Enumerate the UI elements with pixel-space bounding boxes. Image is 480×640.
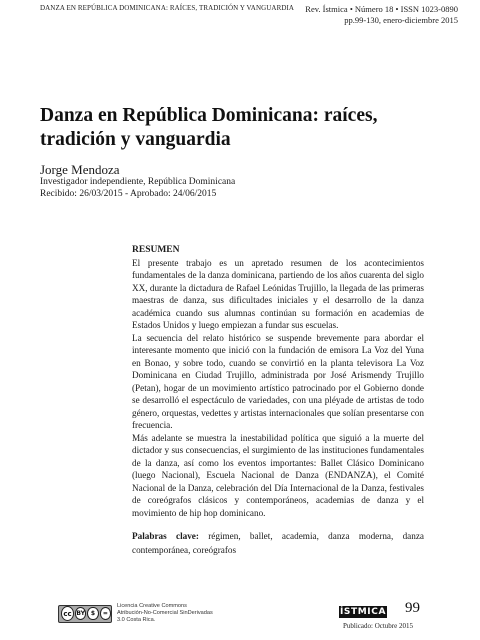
running-title: DANZA EN REPÚBLICA DOMINICANA: RAÍCES, TRADICIÓN Y VANGUARDIA — [40, 4, 295, 12]
page-number: 99 — [405, 600, 420, 616]
author-affiliation: Investigador independiente, República Dominicana — [40, 177, 236, 187]
abstract-heading: RESUMEN — [132, 245, 180, 255]
keywords — [132, 530, 424, 557]
license-line: Licencia Creative Commons — [117, 603, 187, 609]
istmica-logo: ÍSTMICA — [339, 607, 387, 617]
creative-commons-badge[interactable] — [58, 605, 112, 623]
license-line: Atribución-No-Comercial SinDerivadas — [117, 610, 213, 616]
noncommercial-icon: $ — [87, 607, 98, 620]
attribution-icon: BY — [75, 607, 86, 620]
license-line: 3.0 Costa Rica. — [117, 617, 156, 623]
license-text[interactable] — [117, 603, 213, 624]
author-name: Jorge Mendoza — [40, 162, 120, 177]
abstract-paragraph-1: El presente trabajo es un apretado resumen de los acontecimientos fundamentales de la danza dominicana, partiendo de los años cuarenta del siglo XX, durante la dictadura de Rafael Leónidas Trujillo, la llegada de las primeras maestras de danza, sus dificultades iniciales y el desarrollo de la danza académica cuando sus alumnas continúan su formación en academias de Estados Unidos y luego empiezan a fundar sus escuelas. — [132, 257, 424, 330]
author-details — [40, 176, 235, 200]
publication-date: Publicado: Octubre 2015 — [343, 622, 413, 630]
cc-icon: cc — [61, 606, 74, 621]
abstract-paragraph-2: La secuencia del relato histórico se suspende brevemente para abordar el interesante momento que inició con la fundación de emisora La Voz del Yuna en Bonao, y sobre todo, cuando se convirtió en la planta televisora La Voz Dominicana en Ciudad Trujillo, administrada por José Arismendy Trujillo (Petan), hogar de un movimiento artístico patrocinado por el Gobierno donde se desarrolló el espectáculo de variedades, con una pléyade de artistas de todo género, orquestas, vedettes y artistas internacionales que solían presentarse con frecuencia. — [132, 332, 424, 430]
submission-dates: Recibido: 26/03/2015 - Aprobado: 24/06/2015 — [40, 189, 217, 199]
abstract — [132, 244, 424, 519]
journal-info — [305, 4, 458, 26]
journal-pages-line: pp.99-130, enero-diciembre 2015 — [344, 15, 458, 25]
article-title: Danza en República Dominicana: raíces, tradición y vanguardia — [40, 105, 378, 150]
journal-issue-line: Rev. Ístmica • Número 18 • ISSN 1023-0890 — [305, 4, 458, 14]
noderivatives-icon: = — [100, 607, 111, 620]
keywords-label: Palabras clave: — [132, 531, 199, 541]
license-block — [58, 603, 213, 624]
abstract-paragraph-3: Más adelante se muestra la inestabilidad política que siguió a la muerte del dictador y sus consecuencias, el surgimiento de las instituciones fundamentales de la danza, así como los eventos importantes: Ballet Clásico Dominicano (luego Nacional), Escuela Nacional de Danza (ENDANZA), el Comité Nacional de la Danza, celebración del Día Internacional de la Danza, festivales de coreógrafos clásicos y contemporáneos, academias de danza y el movimiento de hip hop dominicano. — [132, 432, 424, 518]
keywords-text: régimen, ballet, academia, danza moderna, danza contemporánea, coreógrafos — [132, 531, 424, 555]
